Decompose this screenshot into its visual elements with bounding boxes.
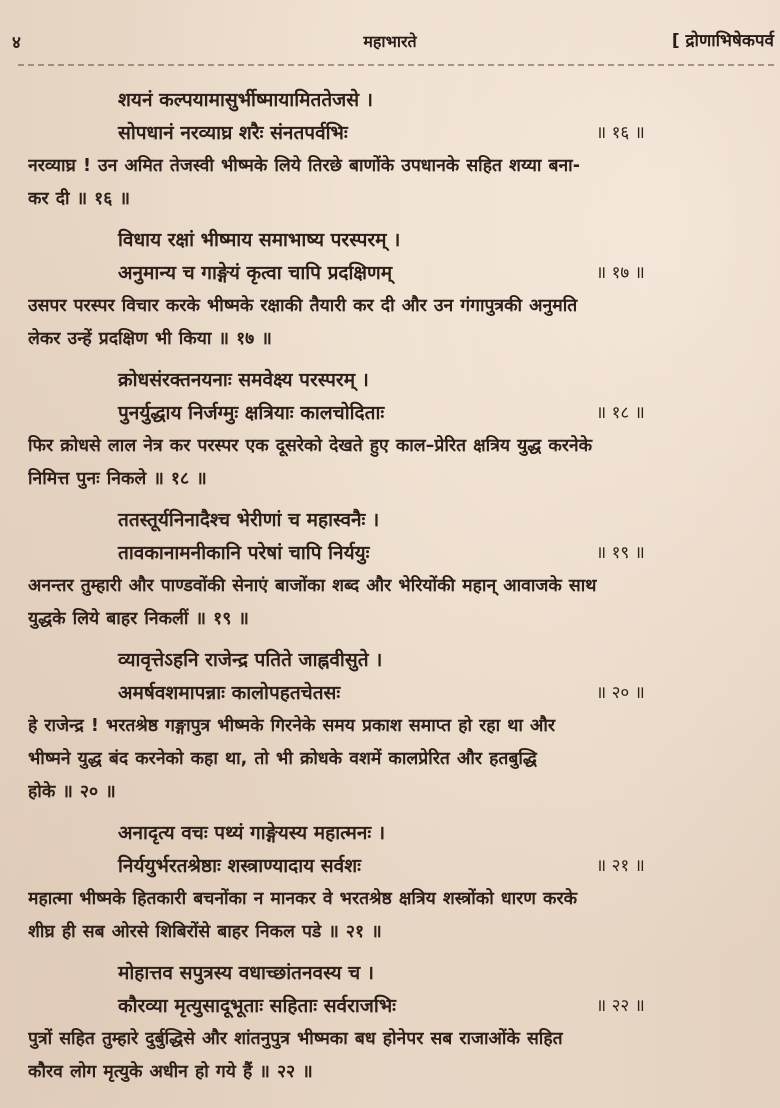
translation: नरव्याघ्र ! उन अमित तेजस्वी भीष्मके लिये तिरछे बाणोंके उपधानके सहित शय्या बना- कर दी ॥ १६ ॥	[28, 156, 580, 209]
sanskrit-line: अनुमान्य च गाङ्गेयं कृत्वा चापि प्रदक्षिणम् ॥ १७ ॥	[28, 257, 764, 290]
verse-22	[28, 957, 764, 1089]
verse-number: ॥ १६ ॥	[596, 123, 645, 143]
sanskrit-line: मोहात्तव सपुत्रस्य वधाच्छांतनवस्य च ।	[118, 962, 374, 984]
verse-16	[28, 84, 764, 216]
translation: महात्मा भीष्मके हितकारी बचनोंका न मानकर वे भरतश्रेष्ठ क्षत्रिय शस्त्रोंको धारण करके शीघ्र ही सब ओरसे शिबिरोंसे बाहर निकल पडे ॥ २१ ॥	[28, 889, 578, 942]
verse-19	[28, 504, 764, 636]
page-number: ४	[12, 33, 21, 53]
translation: पुत्रों सहित तुम्हारे दुर्बुद्धिसे और शांतनुपुत्र भीष्मका बध होनेपर सब राजाओंके सहित कौरव लोग मृत्युके अधीन हो गये हैं ॥ २२ ॥	[28, 1029, 563, 1082]
translation: फिर क्रोधसे लाल नेत्र कर परस्पर एक दूसरेको देखते हुए काल–प्रेरित क्षत्रिय युद्ध करनेके निमित्त पुनः निकले ॥ १८ ॥	[28, 436, 593, 489]
sanskrit-line: पुनर्युद्धाय निर्जग्मुः क्षत्रियाः कालचोदिताः ॥ १८ ॥	[28, 397, 764, 430]
sanskrit-line: अनादृत्य वचः पथ्यं गाङ्गेयस्य महात्मनः ।	[118, 822, 386, 844]
verse-number: ॥ २१ ॥	[596, 856, 645, 876]
page-header	[0, 26, 780, 54]
sanskrit-line: विधाय रक्षां भीष्माय समाभाष्य परस्परम् ।	[118, 229, 401, 251]
sanskrit-line: निर्ययुर्भरतश्रेष्ठाः शस्त्राण्यादाय सर्वशः ॥ २१ ॥	[28, 850, 764, 883]
verse-number: ॥ १७ ॥	[596, 263, 645, 283]
verse-18	[28, 364, 764, 496]
translation: उसपर परस्पर विचार करके भीष्मके रक्षाकी तैयारी कर दी और उन गंगापुत्रकी अनुमति लेकर उन्हें प्रदक्षिण भी किया ॥ १७ ॥	[28, 296, 578, 349]
verse-number: ॥ १९ ॥	[596, 543, 645, 563]
verse-number: ॥ २२ ॥	[596, 996, 645, 1016]
sanskrit-line: सोपधानं नरव्याघ्र शरैः संनतपर्वभिः ॥ १६ ॥	[28, 117, 764, 150]
header-rule	[18, 64, 774, 66]
section-title: [ द्रोणाभिषेकपर्व	[671, 31, 774, 51]
sanskrit-line: व्यावृत्तेऽहनि राजेन्द्र पतिते जाह्नवीसुते ।	[118, 649, 383, 671]
sanskrit-line: शयनं कल्पयामासुर्भीष्मायामिततेजसे ।	[118, 89, 373, 111]
page-content	[28, 84, 764, 1097]
translation: अनन्तर तुम्हारी और पाण्डवोंकी सेनाएं बाजोंका शब्द और भेरियोंकी महान् आवाजके साथ युद्धके लिये बाहर निकलीं ॥ १९ ॥	[28, 576, 597, 629]
sanskrit-line: अमर्षवशमापन्नाः कालोपहतचेतसः ॥ २० ॥	[28, 677, 764, 710]
sanskrit-line: ततस्तूर्यनिनादैश्च भेरीणां च महास्वनैः ।	[118, 509, 380, 531]
running-title: महाभारते	[363, 32, 417, 51]
verse-number: ॥ १८ ॥	[596, 403, 645, 423]
translation: हे राजेन्द्र ! भरतश्रेष्ठ गङ्गापुत्र भीष्मके गिरनेके समय प्रकाश समाप्त हो रहा था और भीष्मने युद्ध बंद करनेको कहा था, तो भी क्रोधके वशमें कालप्रेरित और हतबुद्धि होके ॥ २० ॥	[28, 716, 556, 802]
verse-21	[28, 817, 764, 949]
verse-20	[28, 644, 764, 809]
sanskrit-line: क्रोधसंरक्तनयनाः समवेक्ष्य परस्परम् ।	[118, 369, 369, 391]
verse-number: ॥ २० ॥	[596, 683, 645, 703]
sanskrit-line: कौरव्या मृत्युसादूभूताः सहिताः सर्वराजभिः ॥ २२ ॥	[28, 990, 764, 1023]
verse-17	[28, 224, 764, 356]
sanskrit-line: तावकानामनीकानि परेषां चापि निर्ययुः ॥ १९ ॥	[28, 537, 764, 570]
